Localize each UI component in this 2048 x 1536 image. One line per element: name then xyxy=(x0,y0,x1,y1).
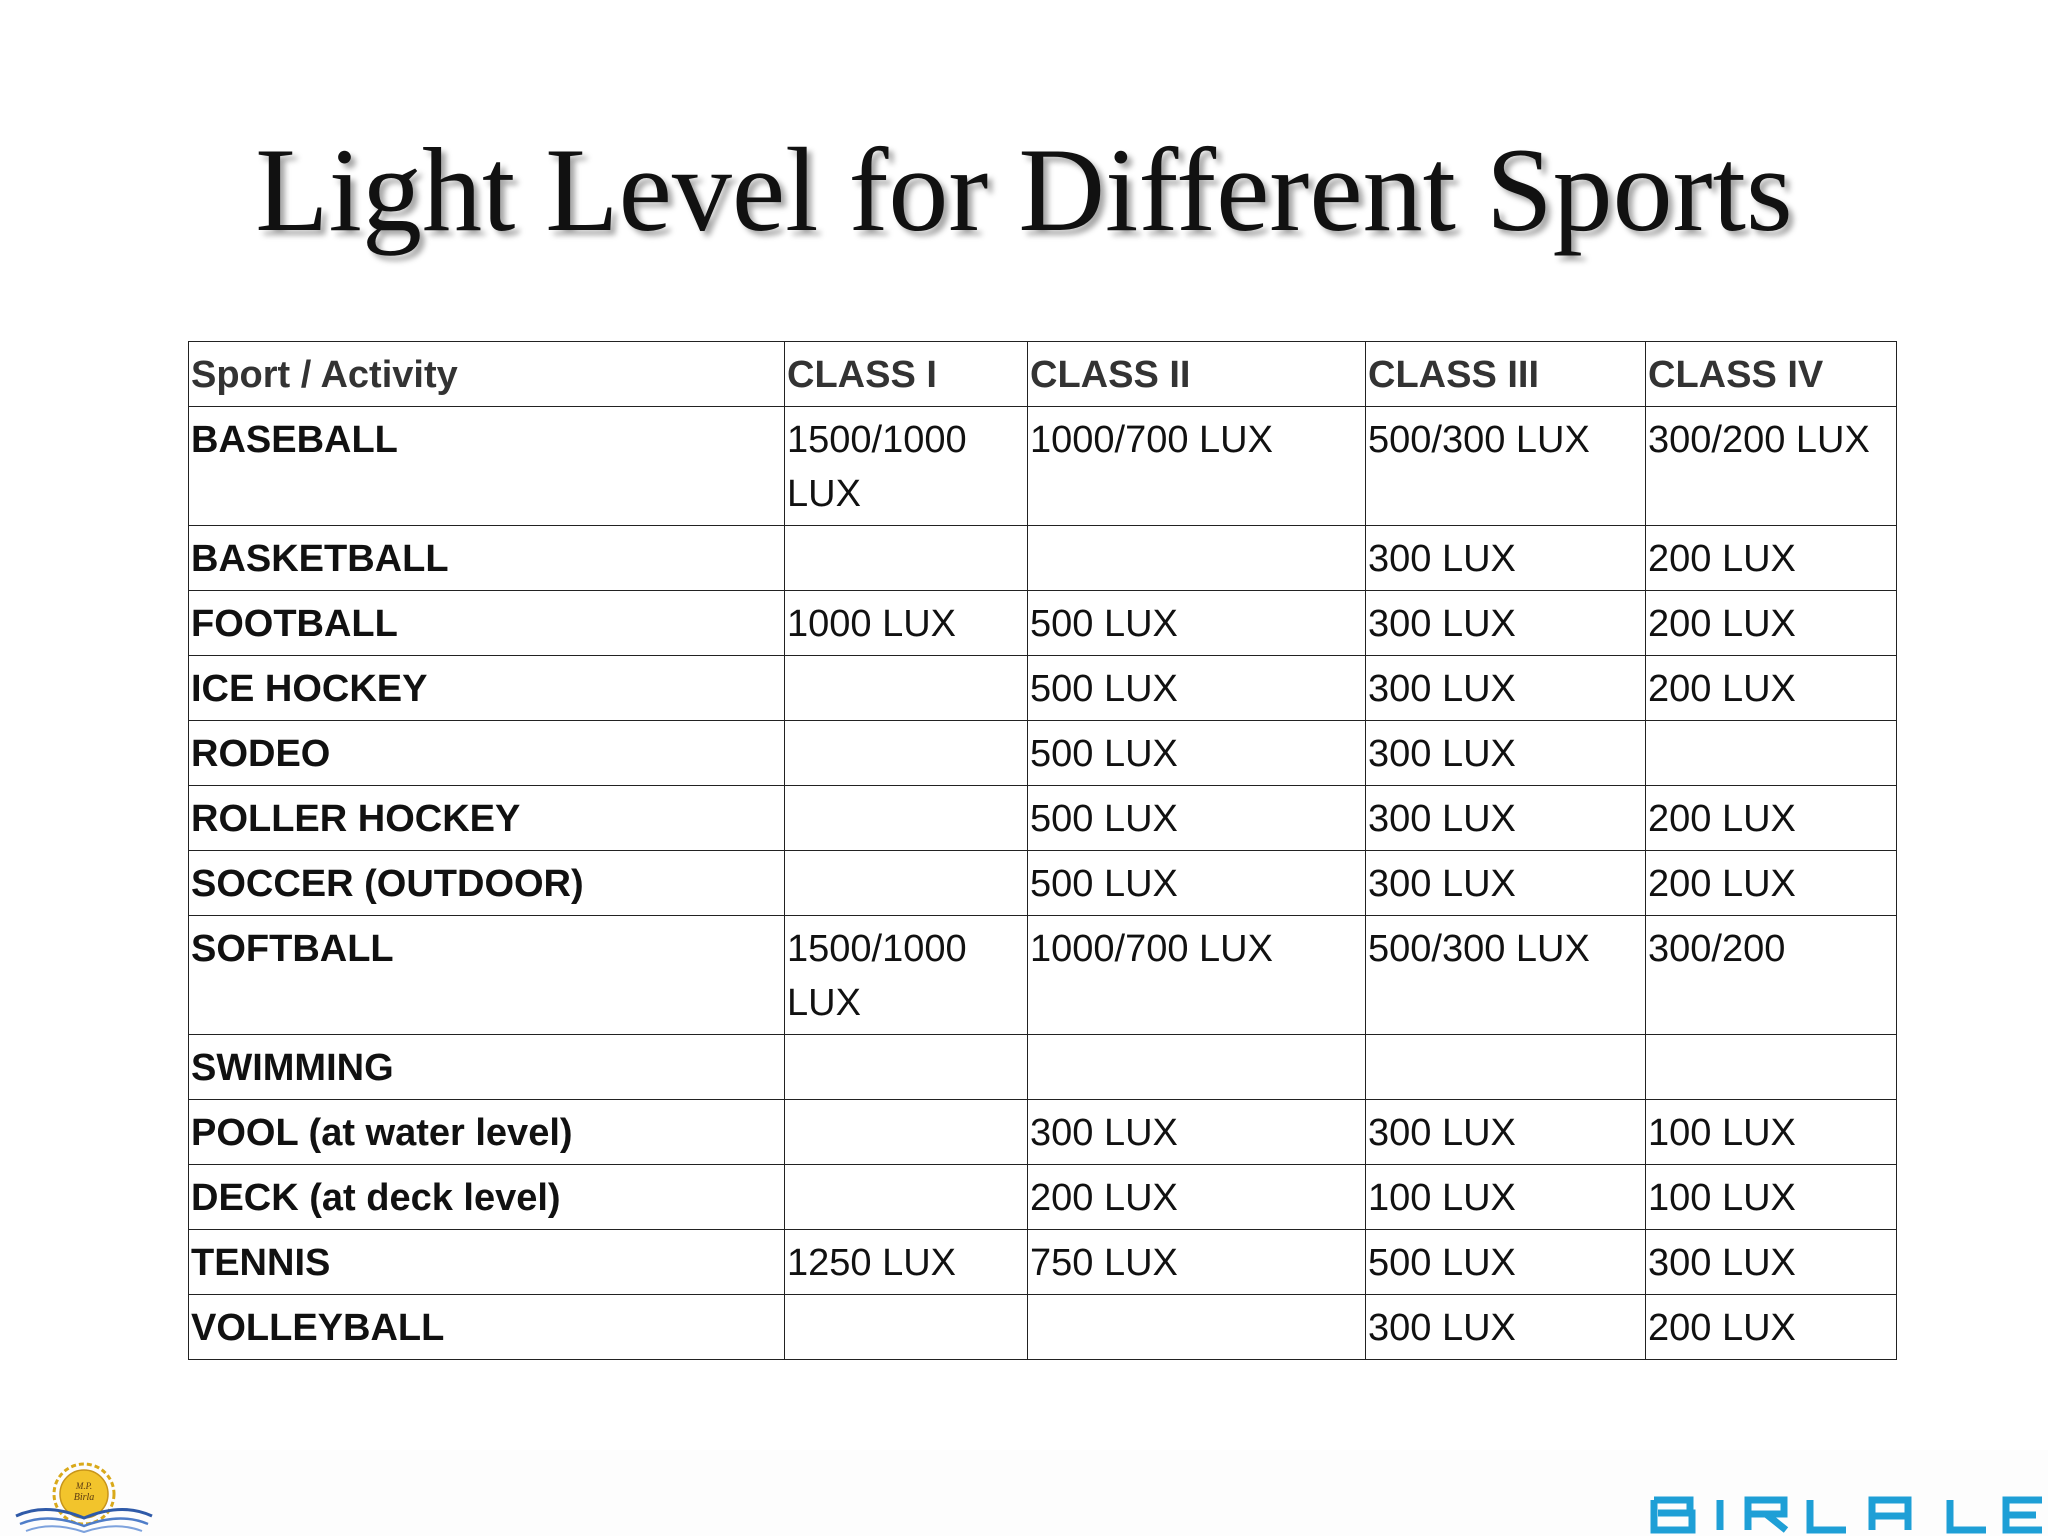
sport-name-cell: DECK (at deck level) xyxy=(189,1165,785,1230)
table-row xyxy=(189,1230,1897,1295)
table-row xyxy=(189,1295,1897,1360)
table-row xyxy=(189,851,1897,916)
table-row xyxy=(189,786,1897,851)
slide-title: Light Level for Different Sports xyxy=(255,123,1793,256)
lux-cell-class-ii: 1000/700 LUX xyxy=(1028,916,1366,1035)
table-row xyxy=(189,916,1897,1035)
table-row xyxy=(189,1100,1897,1165)
lux-cell-class-i: 1500/1000 LUX xyxy=(785,407,1028,526)
sport-name-cell: TENNIS xyxy=(189,1230,785,1295)
lux-cell-class-iv: 200 LUX xyxy=(1646,1295,1897,1360)
lux-cell-class-i xyxy=(785,721,1028,786)
lux-cell-class-ii xyxy=(1028,1295,1366,1360)
sport-name-cell: RODEO xyxy=(189,721,785,786)
lux-cell-class-iv xyxy=(1646,1035,1897,1100)
lux-cell-class-iv: 200 LUX xyxy=(1646,591,1897,656)
table-header-row xyxy=(189,342,1897,407)
header-class-i: CLASS I xyxy=(785,342,1028,407)
lux-cell-class-ii: 500 LUX xyxy=(1028,721,1366,786)
lux-cell-class-ii xyxy=(1028,1035,1366,1100)
lux-cell-class-iii: 300 LUX xyxy=(1366,526,1646,591)
header-class-iv: CLASS IV xyxy=(1646,342,1897,407)
sport-name-cell: FOOTBALL xyxy=(189,591,785,656)
lux-cell-class-ii: 200 LUX xyxy=(1028,1165,1366,1230)
lux-cell-class-iv: 200 LUX xyxy=(1646,851,1897,916)
table-body xyxy=(189,407,1897,1360)
lux-cell-class-ii: 500 LUX xyxy=(1028,591,1366,656)
lux-cell-class-i xyxy=(785,1165,1028,1230)
table-row xyxy=(189,407,1897,526)
header-class-ii: CLASS II xyxy=(1028,342,1366,407)
emblem-text-birla: Birla xyxy=(73,1492,95,1503)
lux-cell-class-ii: 1000/700 LUX xyxy=(1028,407,1366,526)
sport-name-cell: BASKETBALL xyxy=(189,526,785,591)
lux-cell-class-iv: 200 LUX xyxy=(1646,656,1897,721)
lux-cell-class-i xyxy=(785,526,1028,591)
lux-cell-class-iv: 100 LUX xyxy=(1646,1100,1897,1165)
lux-cell-class-ii: 500 LUX xyxy=(1028,786,1366,851)
mp-birla-emblem-logo xyxy=(6,1458,156,1534)
lux-cell-class-iii: 300 LUX xyxy=(1366,1100,1646,1165)
light-level-table xyxy=(188,341,1897,1360)
lux-cell-class-iii: 500/300 LUX xyxy=(1366,407,1646,526)
lux-cell-class-ii: 500 LUX xyxy=(1028,656,1366,721)
lux-cell-class-i: 1500/1000 LUX xyxy=(785,916,1028,1035)
sport-name-cell: BASEBALL xyxy=(189,407,785,526)
table-row xyxy=(189,656,1897,721)
sport-name-cell: SWIMMING xyxy=(189,1035,785,1100)
birla-led-brand-logo xyxy=(1650,1496,2046,1536)
lux-cell-class-iii: 300 LUX xyxy=(1366,656,1646,721)
lux-cell-class-iv: 300 LUX xyxy=(1646,1230,1897,1295)
header-sport-activity: Sport / Activity xyxy=(189,342,785,407)
lux-cell-class-iii: 500 LUX xyxy=(1366,1230,1646,1295)
header-class-iii: CLASS III xyxy=(1366,342,1646,407)
table-row xyxy=(189,1165,1897,1230)
lux-cell-class-i xyxy=(785,851,1028,916)
lux-cell-class-i: 1000 LUX xyxy=(785,591,1028,656)
lux-cell-class-iv: 200 LUX xyxy=(1646,526,1897,591)
lux-cell-class-iv xyxy=(1646,721,1897,786)
sport-name-cell: ICE HOCKEY xyxy=(189,656,785,721)
emblem-text-mp: M.P. xyxy=(75,1481,93,1491)
table-row xyxy=(189,721,1897,786)
table-row xyxy=(189,591,1897,656)
lux-cell-class-ii: 500 LUX xyxy=(1028,851,1366,916)
lux-cell-class-i xyxy=(785,1295,1028,1360)
lux-cell-class-iv: 300/200 xyxy=(1646,916,1897,1035)
lux-cell-class-iv: 200 LUX xyxy=(1646,786,1897,851)
lux-cell-class-i xyxy=(785,1035,1028,1100)
lux-cell-class-iii: 300 LUX xyxy=(1366,721,1646,786)
lux-cell-class-iii: 300 LUX xyxy=(1366,851,1646,916)
lux-cell-class-iii: 300 LUX xyxy=(1366,786,1646,851)
sport-name-cell: SOFTBALL xyxy=(189,916,785,1035)
lux-cell-class-i xyxy=(785,656,1028,721)
lux-cell-class-ii: 750 LUX xyxy=(1028,1230,1366,1295)
lux-cell-class-ii: 300 LUX xyxy=(1028,1100,1366,1165)
lux-cell-class-iv: 300/200 LUX xyxy=(1646,407,1897,526)
lux-cell-class-iv: 100 LUX xyxy=(1646,1165,1897,1230)
lux-cell-class-i xyxy=(785,786,1028,851)
lux-cell-class-iii xyxy=(1366,1035,1646,1100)
lux-cell-class-iii: 300 LUX xyxy=(1366,1295,1646,1360)
sport-name-cell: POOL (at water level) xyxy=(189,1100,785,1165)
lux-cell-class-iii: 300 LUX xyxy=(1366,591,1646,656)
table-row xyxy=(189,1035,1897,1100)
lux-cell-class-i: 1250 LUX xyxy=(785,1230,1028,1295)
lux-cell-class-ii xyxy=(1028,526,1366,591)
lux-cell-class-iii: 500/300 LUX xyxy=(1366,916,1646,1035)
lux-cell-class-iii: 100 LUX xyxy=(1366,1165,1646,1230)
sport-name-cell: ROLLER HOCKEY xyxy=(189,786,785,851)
sport-name-cell: VOLLEYBALL xyxy=(189,1295,785,1360)
lux-cell-class-i xyxy=(785,1100,1028,1165)
sport-name-cell: SOCCER (OUTDOOR) xyxy=(189,851,785,916)
table-row xyxy=(189,526,1897,591)
